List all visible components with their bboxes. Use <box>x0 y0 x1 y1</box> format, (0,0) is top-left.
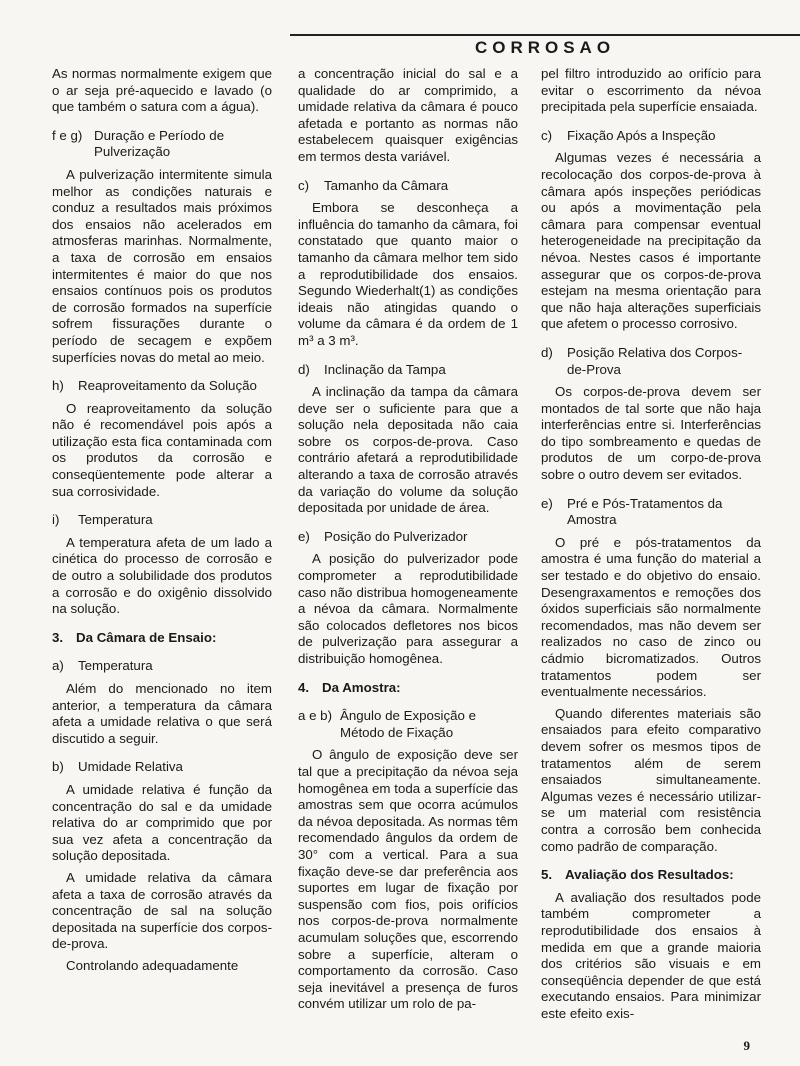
subsection-label: b) <box>52 759 64 775</box>
subsection-heading <box>298 529 518 546</box>
section-title: Avaliação dos Resultados: <box>565 867 734 883</box>
subsection-label: e) <box>541 495 553 511</box>
subsection-label: f e g) <box>52 127 83 143</box>
paragraph: A inclinação da tampa da câmara deve ser o suficiente para que a solução nela depositada não caia sobre os corpos-de-prova. Caso contrário afetará a reprodutibilidade alterando a taxa de corrosão através da variação do volume da solução depositada por unidade de área. <box>298 384 518 516</box>
subsection-heading <box>298 178 518 195</box>
subsection-label: d) <box>298 361 310 377</box>
section-number: 4. <box>298 679 310 695</box>
subsection-title: Reaproveitamento da Solução <box>78 378 257 394</box>
subsection-heading <box>52 658 272 675</box>
paragraph: Embora se desconheça a influência do tamanho da câmara, foi constatado que quanto maior o tamanho da câmara melhor tem sido a reprodutibilidade dos ensaios. Segundo Wiederhalt(1) as condições ideais não atingidas quando o volume da câmara é da ordem de 1 m³ a 3 m³. <box>298 200 518 348</box>
subsection-heading <box>541 496 761 529</box>
section-heading <box>541 867 761 884</box>
paragraph: Controlando adequadamente <box>66 957 239 973</box>
section-title: Da Câmara de Ensaio: <box>76 629 217 645</box>
subsection-label: i) <box>52 512 60 528</box>
paragraph: O reaproveitamento da solução não é recomendável pois após a utilização esta fica contaminada com os produtos da corrosão e conseqüentemente pode alterar a sua corrosividade. <box>52 400 272 499</box>
subsection-label: a e b) <box>298 708 333 724</box>
paragraph: A umidade relativa da câmara afeta a taxa de corrosão através da concentração de sal na solução depositada na superfície dos corpos-de-prova. <box>52 869 272 952</box>
subsection-title: Umidade Relativa <box>78 759 183 775</box>
paragraph: O pré e pós-tratamentos da amostra é uma função do material a ser testado e do objetivo do ensaio. Desengraxamentos e remoções dos óxidos superficiais são normalmente recomendados, mas não devem ser realizados no caso de zinco ou cádmio bicromatizados. Outros tratamentos podem ser eventualmente necessários. <box>541 534 761 700</box>
subsection-label: h) <box>52 378 64 394</box>
subsection-title: Ângulo de Exposição e Método de Fixação <box>340 708 477 740</box>
paragraph: A pulverização intermitente simula melhor as condições naturais e conduz a resultados mais próximos dos ensaios não acelerados em atmosferas marinhas. Normalmente, a taxa de corrosão em ensaios intermitentes é maior do que nos ensaios contínuos pois os produtos de corrosão formados na superfície sofrem fissurações durante o período de secagem e expõem superfícies novas do metal ao meio. <box>52 166 272 365</box>
subsection-heading <box>52 512 272 529</box>
paragraph: pel filtro introduzido ao orifício para evitar o escorrimento da névoa precipitada pela superfície ensaiada. <box>541 66 761 115</box>
subsection-heading <box>541 128 761 145</box>
subsection-title: Posição do Pulverizador <box>324 528 468 544</box>
section-title: Da Amostra: <box>322 679 401 695</box>
text-column-1 <box>52 66 272 980</box>
section-number: 3. <box>52 629 64 645</box>
subsection-heading <box>52 128 272 161</box>
page-number: 9 <box>743 1038 750 1053</box>
subsection-heading <box>298 708 518 741</box>
subsection-heading <box>52 378 272 395</box>
subsection-label: e) <box>298 528 310 544</box>
text-column-3 <box>541 66 761 1027</box>
paragraph: Quando diferentes materiais são ensaiados para efeito comparativo devem sofrer os mesmos tipos de tratamentos além de serem ensaiados simultaneamente. Algumas vezes é necessário utilizar-se um material com resistência contra a corrosão bem conhecida como padrão de comparação. <box>541 705 761 854</box>
paragraph: a concentração inicial do sal e a qualidade do ar comprimido, a umidade relativa da câmara é pouco afetada e portanto as normas não estabelecem quaisquer exigências em termos desta variável. <box>298 66 518 164</box>
subsection-title: Inclinação da Tampa <box>324 361 446 377</box>
subsection-title: Tamanho da Câmara <box>324 177 449 193</box>
subsection-heading <box>541 345 761 378</box>
section-heading <box>52 630 272 647</box>
paragraph: Os corpos-de-prova devem ser montados de tal sorte que não haja interferências entre si. Interferências do tipo sombreamento e quedas de produtos de um corpo-de-prova sobre o outro devem ser evitados. <box>541 384 761 483</box>
section-number: 5. <box>541 867 553 883</box>
paragraph: As normas normalmente exigem que o ar seja pré-aquecido e lavado (o que também o satura com a água). <box>52 66 272 115</box>
paragraph: A avaliação dos resultados pode também comprometer a reprodutibilidade dos ensaios à medida em que a grande maioria dos critérios são visuais e em conseqüência depender de que está executando ensaios. Para minimizar este efeito exis- <box>541 889 761 1021</box>
subsection-label: a) <box>52 658 64 674</box>
running-header <box>290 34 800 58</box>
subsection-title: Posição Relativa dos Corpos-de-Prova <box>567 344 743 377</box>
subsection-title: Pré e Pós-Tratamentos da Amostra <box>567 495 723 528</box>
subsection-title: Duração e Período de Pulverização <box>94 127 225 160</box>
section-heading <box>298 680 518 697</box>
subsection-label: c) <box>298 177 310 193</box>
subsection-title: Fixação Após a Inspeção <box>567 127 716 143</box>
paragraph: Algumas vezes é necessária a recolocação dos corpos-de-prova à câmara após inspeções periódicas ou após a movimentação pela câmara para compensar eventual heterogeneidade na precipitação da névoa. Nestes casos é importante assegurar que os corpos-de-prova estejam na mesma orientação para que não haja alterações superficiais que afetem o processo corrosivo. <box>541 150 761 332</box>
paragraph: A temperatura afeta de um lado a cinética do processo de corrosão e de outro a solubilidade dos produtos a corrosão e do oxigênio dissolvido na solução. <box>52 534 272 617</box>
subsection-label: c) <box>541 127 553 143</box>
paragraph: A umidade relativa é função da concentração do sal e da umidade relativa do ar comprimido que por sua vez afeta a concentração da solução depositada. <box>52 781 272 864</box>
subsection-title: Temperatura <box>78 658 153 674</box>
header-title: CORROSAO <box>474 38 616 57</box>
subsection-label: d) <box>541 344 553 360</box>
paragraph: O ângulo de exposição deve ser tal que a precipitação da névoa seja homogênea em toda a superfície das amostras sem que ocorra acúmulos da névoa depositada. As normas têm recomendado ângulos da ordem de 30° com a vertical. Para a sua fixação deve-se dar preferência aos suportes em lugar de fixação por suspensão com fios, pois orifícios nos corpos-de-prova normalmente acumulam soluções que, escorrendo sobre a superfície, alteram o comportamento da corrosão. Caso seja inevitável a presença de furos convém utilizar um rolo de pa- <box>298 747 518 1012</box>
text-column-2 <box>298 66 518 1018</box>
paragraph: A posição do pulverizador pode comprometer a reprodutibilidade caso não distribua homogeneamente a névoa da câmara. Normalmente são colocados defletores nos bicos de pulverização para assegurar a distribuição homogênea. <box>298 551 518 666</box>
subsection-title: Temperatura <box>78 512 153 528</box>
subsection-heading <box>52 759 272 776</box>
subsection-heading <box>298 362 518 379</box>
paragraph: Além do mencionado no item anterior, a temperatura da câmara afeta a umidade relativa o que será discutido a seguir. <box>52 681 272 746</box>
